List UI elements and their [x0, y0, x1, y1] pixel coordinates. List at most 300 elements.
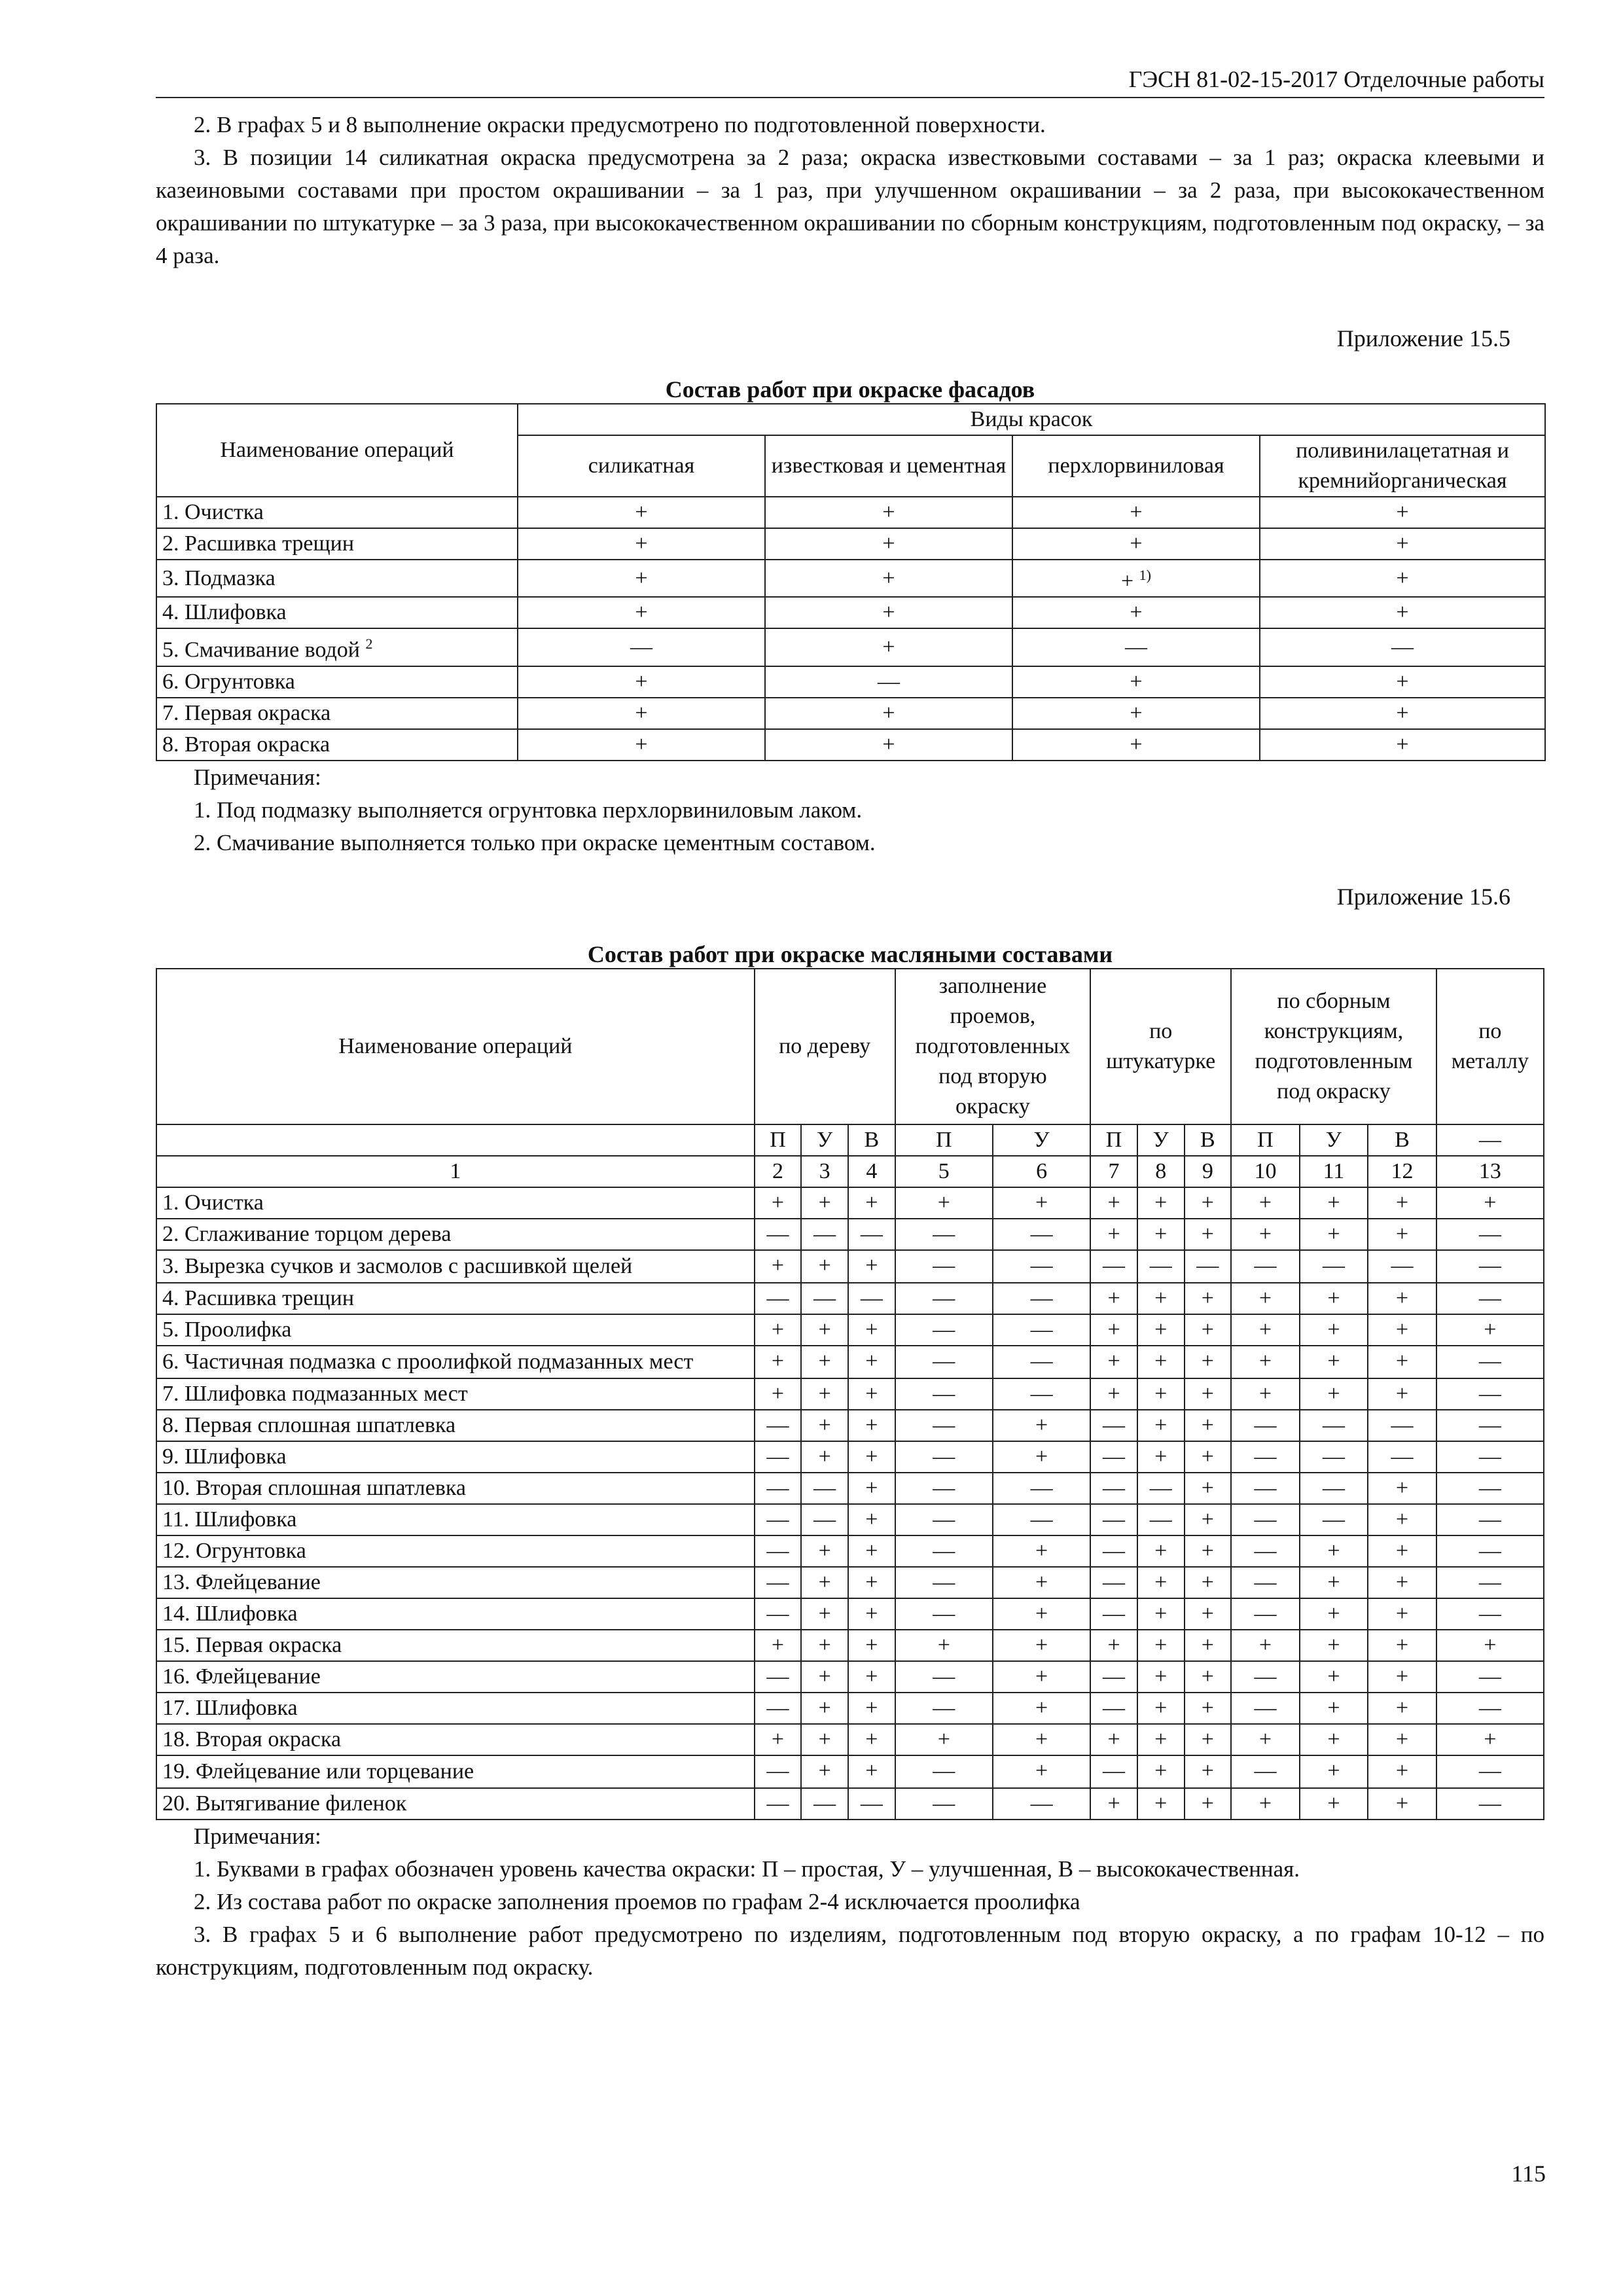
mark-cell: —: [895, 1598, 993, 1630]
note-item: 1. Под подмазку выполняется огрунтовка перхлорвиниловым лаком.: [194, 797, 863, 823]
mark-cell: +: [1137, 1755, 1185, 1788]
mark-cell: +: [848, 1346, 895, 1378]
mark-cell: —: [1436, 1598, 1544, 1630]
mark-cell: +: [1185, 1504, 1232, 1535]
quality-level-cell: У: [993, 1124, 1090, 1156]
mark-cell: +: [993, 1630, 1090, 1661]
table-row: [156, 1567, 1544, 1598]
table-row: [156, 1219, 1544, 1250]
mark-cell: +: [1231, 1187, 1300, 1219]
table-15-6-group: по штукатурке: [1090, 969, 1231, 1124]
mark-cell: —: [1436, 1693, 1544, 1724]
table-row: [156, 528, 1545, 560]
intro-paragraph-1: 2. В графах 5 и 8 выполнение окраски предусмотрено по подготовленной поверхности.: [194, 112, 1046, 137]
mark-value: +: [1396, 565, 1409, 590]
mark-cell: —: [895, 1788, 993, 1820]
mark-cell: +: [1137, 1219, 1185, 1250]
mark-cell: [518, 528, 765, 560]
mark-cell: +: [1185, 1219, 1232, 1250]
mark-cell: +: [755, 1378, 802, 1410]
mark-cell: —: [993, 1250, 1090, 1283]
table-15-5: [156, 403, 1546, 761]
mark-cell: —: [755, 1567, 802, 1598]
mark-cell: +: [1090, 1219, 1137, 1250]
table-row: [156, 628, 1545, 666]
mark-cell: —: [1090, 1598, 1137, 1630]
mark-cell: —: [1436, 1504, 1544, 1535]
mark-cell: —: [993, 1504, 1090, 1535]
table-row: [156, 666, 1545, 698]
operation-name: 2. Сглаживание торцом дерева: [156, 1219, 755, 1250]
operation-name: 4. Расшивка трещин: [156, 1283, 755, 1314]
mark-cell: [1260, 528, 1545, 560]
note-item: 2. Смачивание выполняется только при окраске цементным составом.: [194, 829, 876, 855]
mark-cell: —: [1090, 1250, 1137, 1283]
mark-cell: +: [1185, 1755, 1232, 1788]
column-number-cell: 12: [1368, 1156, 1436, 1187]
operation-name: 15. Первая окраска: [156, 1630, 755, 1661]
mark-cell: [1260, 497, 1545, 528]
mark-cell: +: [1185, 1283, 1232, 1314]
mark-cell: —: [895, 1567, 993, 1598]
mark-cell: +: [1300, 1346, 1368, 1378]
mark-cell: +: [848, 1187, 895, 1219]
mark-cell: —: [1436, 1378, 1544, 1410]
mark-value: +: [1130, 669, 1143, 694]
table-15-6-group: по сборным конструкциям, подготовленным под окраску: [1231, 969, 1436, 1124]
mark-cell: +: [848, 1724, 895, 1755]
mark-cell: —: [1436, 1250, 1544, 1283]
mark-cell: +: [1368, 1535, 1436, 1567]
operation-name: [156, 628, 518, 666]
note-item: 2. Из состава работ по окраске заполнения проемов по графам 2-4 исключается проолифка: [194, 1888, 1080, 1914]
mark-cell: +: [1090, 1630, 1137, 1661]
mark-value: —: [1125, 634, 1147, 659]
operation-label: 1. Очистка: [162, 500, 264, 524]
mark-cell: +: [1231, 1378, 1300, 1410]
mark-cell: +: [1300, 1630, 1368, 1661]
operation-name: 20. Вытягивание филенок: [156, 1788, 755, 1820]
mark-cell: [765, 497, 1012, 528]
mark-cell: +: [848, 1504, 895, 1535]
mark-cell: +: [848, 1693, 895, 1724]
mark-cell: +: [801, 1187, 848, 1219]
mark-cell: +: [801, 1535, 848, 1567]
mark-cell: +: [848, 1473, 895, 1504]
mark-value: +: [882, 500, 895, 524]
table-row: [156, 1504, 1544, 1535]
table-15-6-group: заполнение проемов, подготовленных под вторую окраску: [895, 969, 1091, 1124]
mark-cell: +: [895, 1630, 993, 1661]
mark-cell: [765, 628, 1012, 666]
mark-cell: +: [801, 1567, 848, 1598]
mark-cell: +: [801, 1250, 848, 1283]
table-15-6-group: по металлу: [1436, 969, 1544, 1124]
mark-cell: +: [801, 1378, 848, 1410]
mark-cell: [765, 698, 1012, 729]
mark-cell: +: [1137, 1630, 1185, 1661]
table-row: [156, 1346, 1544, 1378]
mark-cell: +: [1185, 1441, 1232, 1473]
mark-cell: —: [801, 1788, 848, 1820]
mark-value: +: [1130, 500, 1143, 524]
table-row: [156, 1250, 1544, 1283]
mark-cell: —: [993, 1219, 1090, 1250]
mark-cell: —: [1300, 1410, 1368, 1441]
operation-name: [156, 560, 518, 597]
operation-label: 5. Смачивание водой: [162, 637, 360, 662]
mark-cell: [518, 597, 765, 628]
mark-cell: +: [1137, 1410, 1185, 1441]
mark-cell: +: [1300, 1661, 1368, 1693]
mark-cell: +: [1368, 1661, 1436, 1693]
mark-cell: [1260, 666, 1545, 698]
mark-cell: [1260, 698, 1545, 729]
mark-cell: +: [848, 1630, 895, 1661]
quality-level-cell: У: [1300, 1124, 1368, 1156]
appendix-15-5-label: Приложение 15.5: [1336, 325, 1510, 351]
mark-cell: +: [1300, 1378, 1368, 1410]
mark-cell: —: [895, 1473, 993, 1504]
mark-cell: +: [1185, 1187, 1232, 1219]
mark-cell: —: [801, 1504, 848, 1535]
mark-cell: +: [1368, 1378, 1436, 1410]
mark-cell: [1012, 729, 1260, 761]
mark-cell: +: [801, 1755, 848, 1788]
mark-cell: +: [848, 1598, 895, 1630]
mark-cell: +: [848, 1441, 895, 1473]
mark-cell: —: [1137, 1504, 1185, 1535]
mark-cell: —: [755, 1755, 802, 1788]
mark-cell: +: [1368, 1693, 1436, 1724]
mark-cell: +: [1137, 1535, 1185, 1567]
mark-cell: [518, 666, 765, 698]
mark-cell: +: [1137, 1598, 1185, 1630]
footnote-mark: 2: [365, 636, 373, 653]
mark-cell: +: [755, 1630, 802, 1661]
mark-cell: +: [1185, 1378, 1232, 1410]
mark-cell: +: [993, 1693, 1090, 1724]
mark-cell: +: [993, 1187, 1090, 1219]
mark-value: +: [635, 600, 648, 625]
mark-cell: +: [1137, 1441, 1185, 1473]
note-item: 3. В графах 5 и 6 выполнение работ предусмотрено по изделиям, подготовленным под вторую окраску, а по графам 10-12 – по конструкциям, подготовленным под окраску.: [156, 1921, 1544, 1980]
mark-cell: +: [1368, 1504, 1436, 1535]
mark-cell: —: [1300, 1250, 1368, 1283]
intro-paragraph-2: 3. В позиции 14 силикатная окраска предусмотрена за 2 раза; окраска известковыми составами – за 1 раз; окраска клеевыми и казеиновыми составами при простом окрашивании – за 1 раз, при улучшенном окрашивании – за 2 раза, при высококачественном окрашивании по штукатурке – за 3 раза, при высококачественном окрашивании по сборным конструкциям, подготовленным под окраску, – за 4 раза.: [156, 145, 1544, 268]
mark-cell: +: [993, 1755, 1090, 1788]
column-number-cell: 8: [1137, 1156, 1185, 1187]
table-row: [156, 597, 1545, 628]
operation-name: [156, 497, 518, 528]
mark-cell: —: [1090, 1410, 1137, 1441]
column-number-cell: 11: [1300, 1156, 1368, 1187]
mark-cell: +: [1137, 1283, 1185, 1314]
mark-cell: +: [1300, 1693, 1368, 1724]
mark-cell: +: [755, 1724, 802, 1755]
column-number-cell: 10: [1231, 1156, 1300, 1187]
table-row: [156, 1283, 1544, 1314]
mark-cell: —: [895, 1346, 993, 1378]
mark-cell: —: [895, 1693, 993, 1724]
mark-cell: [518, 497, 765, 528]
mark-cell: +: [1300, 1283, 1368, 1314]
mark-cell: —: [895, 1378, 993, 1410]
table-15-6-title: Состав работ при окраске масляными составами: [587, 941, 1113, 967]
mark-cell: +: [1231, 1788, 1300, 1820]
table-row: [156, 698, 1545, 729]
table-row: [156, 1661, 1544, 1693]
mark-cell: +: [1137, 1567, 1185, 1598]
quality-level-cell: П: [755, 1124, 802, 1156]
table-15-5-group: Виды красок: [518, 404, 1545, 435]
table-row: [156, 1441, 1544, 1473]
mark-cell: —: [1231, 1661, 1300, 1693]
mark-cell: +: [755, 1346, 802, 1378]
mark-cell: —: [1090, 1567, 1137, 1598]
mark-value: +: [882, 565, 895, 590]
operation-name: [156, 666, 518, 698]
mark-value: +: [882, 634, 895, 659]
mark-cell: +: [1436, 1630, 1544, 1661]
mark-value: —: [1391, 634, 1414, 659]
table-row: [156, 560, 1545, 597]
operation-name: 16. Флейцевание: [156, 1661, 755, 1693]
operation-label: 3. Подмазка: [162, 565, 276, 590]
mark-value: +: [1130, 700, 1143, 725]
mark-cell: +: [755, 1314, 802, 1346]
mark-cell: +: [1231, 1630, 1300, 1661]
mark-cell: [1012, 560, 1260, 597]
mark-cell: +: [801, 1441, 848, 1473]
mark-cell: [1012, 666, 1260, 698]
mark-cell: +: [993, 1410, 1090, 1441]
mark-cell: +: [1090, 1314, 1137, 1346]
mark-cell: —: [1231, 1441, 1300, 1473]
mark-cell: —: [755, 1661, 802, 1693]
mark-cell: +: [1436, 1314, 1544, 1346]
table-15-5-col: поливинилацетатная и кремнийорганическая: [1260, 435, 1545, 497]
mark-cell: +: [801, 1314, 848, 1346]
operation-name: 19. Флейцевание или торцевание: [156, 1755, 755, 1788]
mark-cell: —: [801, 1473, 848, 1504]
operation-name: 14. Шлифовка: [156, 1598, 755, 1630]
mark-cell: +: [1137, 1378, 1185, 1410]
operation-name: 13. Флейцевание: [156, 1567, 755, 1598]
notes-title: Примечания:: [194, 764, 321, 790]
table-15-5-col: перхлорвиниловая: [1012, 435, 1260, 497]
mark-cell: —: [1185, 1250, 1232, 1283]
mark-cell: —: [755, 1504, 802, 1535]
mark-cell: +: [848, 1314, 895, 1346]
mark-cell: —: [1231, 1693, 1300, 1724]
mark-cell: +: [1090, 1187, 1137, 1219]
mark-cell: +: [848, 1250, 895, 1283]
mark-cell: —: [1300, 1473, 1368, 1504]
operation-name: [156, 528, 518, 560]
mark-cell: +: [993, 1724, 1090, 1755]
mark-cell: [1012, 698, 1260, 729]
mark-cell: —: [1368, 1410, 1436, 1441]
mark-cell: —: [895, 1283, 993, 1314]
mark-value: +: [1396, 600, 1409, 625]
mark-cell: —: [1231, 1755, 1300, 1788]
mark-cell: —: [1231, 1410, 1300, 1441]
mark-cell: +: [801, 1598, 848, 1630]
mark-cell: +: [895, 1724, 993, 1755]
mark-cell: +: [1368, 1630, 1436, 1661]
mark-cell: —: [993, 1788, 1090, 1820]
mark-cell: +: [801, 1630, 848, 1661]
appendix-15-6-label: Приложение 15.6: [1336, 883, 1510, 910]
mark-cell: +: [1300, 1219, 1368, 1250]
operation-label: 6. Огрунтовка: [162, 669, 295, 694]
mark-cell: +: [1137, 1724, 1185, 1755]
operation-name: 18. Вторая окраска: [156, 1724, 755, 1755]
mark-cell: +: [993, 1661, 1090, 1693]
mark-cell: —: [1137, 1250, 1185, 1283]
column-number-cell: 7: [1090, 1156, 1137, 1187]
mark-cell: —: [848, 1219, 895, 1250]
mark-cell: —: [993, 1473, 1090, 1504]
mark-cell: +: [1368, 1598, 1436, 1630]
mark-cell: —: [1300, 1504, 1368, 1535]
quality-level-cell: В: [1368, 1124, 1436, 1156]
mark-cell: [1012, 528, 1260, 560]
mark-value: +: [1130, 531, 1143, 556]
mark-cell: +: [801, 1346, 848, 1378]
mark-cell: +: [848, 1535, 895, 1567]
mark-cell: —: [755, 1283, 802, 1314]
mark-cell: +: [1185, 1661, 1232, 1693]
mark-cell: +: [848, 1755, 895, 1788]
mark-value: +: [1396, 700, 1409, 725]
mark-cell: [765, 528, 1012, 560]
table-15-5-col-name: Наименование операций: [156, 404, 518, 497]
column-number-cell: 3: [801, 1156, 848, 1187]
mark-value: +: [635, 700, 648, 725]
operation-name: 11. Шлифовка: [156, 1504, 755, 1535]
footnote-mark: 1): [1139, 567, 1151, 583]
mark-value: +: [635, 669, 648, 694]
table-15-5-col: известковая и цементная: [765, 435, 1012, 497]
mark-cell: —: [1231, 1598, 1300, 1630]
quality-level-cell: У: [801, 1124, 848, 1156]
mark-cell: —: [1090, 1441, 1137, 1473]
mark-cell: —: [755, 1473, 802, 1504]
mark-cell: —: [755, 1535, 802, 1567]
mark-cell: +: [1368, 1314, 1436, 1346]
mark-cell: +: [1300, 1535, 1368, 1567]
table-15-6-col-name: Наименование операций: [156, 969, 755, 1124]
mark-cell: +: [1185, 1535, 1232, 1567]
operation-name: 17. Шлифовка: [156, 1693, 755, 1724]
operation-label: 4. Шлифовка: [162, 600, 287, 625]
mark-cell: —: [1436, 1567, 1544, 1598]
mark-cell: +: [1185, 1788, 1232, 1820]
mark-cell: +: [1436, 1187, 1544, 1219]
table-row: [156, 1755, 1544, 1788]
mark-cell: +: [1300, 1724, 1368, 1755]
operation-label: 7. Первая окраска: [162, 700, 331, 725]
mark-cell: +: [1185, 1346, 1232, 1378]
mark-cell: +: [1368, 1346, 1436, 1378]
page-header: ГЭСН 81-02-15-2017 Отделочные работы: [156, 65, 1544, 98]
quality-level-cell: П: [1231, 1124, 1300, 1156]
mark-cell: [765, 666, 1012, 698]
mark-cell: —: [1436, 1661, 1544, 1693]
operation-name: 8. Первая сплошная шпатлевка: [156, 1410, 755, 1441]
mark-cell: +: [801, 1410, 848, 1441]
mark-cell: —: [895, 1250, 993, 1283]
mark-cell: +: [993, 1441, 1090, 1473]
mark-cell: +: [1185, 1473, 1232, 1504]
mark-cell: +: [1090, 1283, 1137, 1314]
mark-cell: +: [993, 1598, 1090, 1630]
mark-cell: —: [1231, 1567, 1300, 1598]
mark-cell: +: [1300, 1598, 1368, 1630]
table-row: [156, 1630, 1544, 1661]
mark-cell: [1012, 497, 1260, 528]
table-15-5-col: силикатная: [518, 435, 765, 497]
mark-cell: +: [848, 1410, 895, 1441]
mark-cell: —: [1231, 1535, 1300, 1567]
mark-cell: —: [1436, 1788, 1544, 1820]
mark-cell: +: [801, 1724, 848, 1755]
mark-cell: —: [993, 1314, 1090, 1346]
mark-cell: +: [1185, 1314, 1232, 1346]
operation-name: 6. Частичная подмазка с проолифкой подмазанных мест: [156, 1346, 755, 1378]
mark-cell: —: [1436, 1410, 1544, 1441]
mark-value: +: [1396, 732, 1409, 757]
mark-cell: —: [755, 1598, 802, 1630]
mark-cell: +: [801, 1661, 848, 1693]
mark-cell: —: [755, 1693, 802, 1724]
mark-cell: —: [993, 1283, 1090, 1314]
mark-cell: —: [993, 1346, 1090, 1378]
table-row: [156, 1410, 1544, 1441]
table-row: [156, 1187, 1544, 1219]
mark-cell: —: [755, 1441, 802, 1473]
mark-cell: +: [1185, 1598, 1232, 1630]
table-row: [156, 1598, 1544, 1630]
mark-cell: +: [1185, 1724, 1232, 1755]
mark-cell: +: [755, 1250, 802, 1283]
mark-value: +: [882, 700, 895, 725]
mark-cell: +: [755, 1187, 802, 1219]
mark-cell: [765, 729, 1012, 761]
mark-cell: —: [1368, 1250, 1436, 1283]
mark-cell: —: [1436, 1283, 1544, 1314]
notes-title: Примечания:: [194, 1823, 321, 1849]
column-number-cell: 1: [156, 1156, 755, 1187]
mark-value: +: [635, 732, 648, 757]
column-number-cell: 5: [895, 1156, 993, 1187]
mark-cell: —: [848, 1283, 895, 1314]
mark-cell: —: [1436, 1346, 1544, 1378]
mark-cell: —: [895, 1314, 993, 1346]
mark-cell: +: [1231, 1346, 1300, 1378]
mark-cell: +: [1368, 1219, 1436, 1250]
operation-name: 3. Вырезка сучков и засмолов с расшивкой щелей: [156, 1250, 755, 1283]
column-number-cell: 6: [993, 1156, 1090, 1187]
mark-cell: +: [1090, 1378, 1137, 1410]
mark-cell: —: [1436, 1219, 1544, 1250]
mark-cell: +: [1368, 1724, 1436, 1755]
operation-name: 12. Огрунтовка: [156, 1535, 755, 1567]
mark-cell: —: [895, 1504, 993, 1535]
table-row: [156, 729, 1545, 761]
